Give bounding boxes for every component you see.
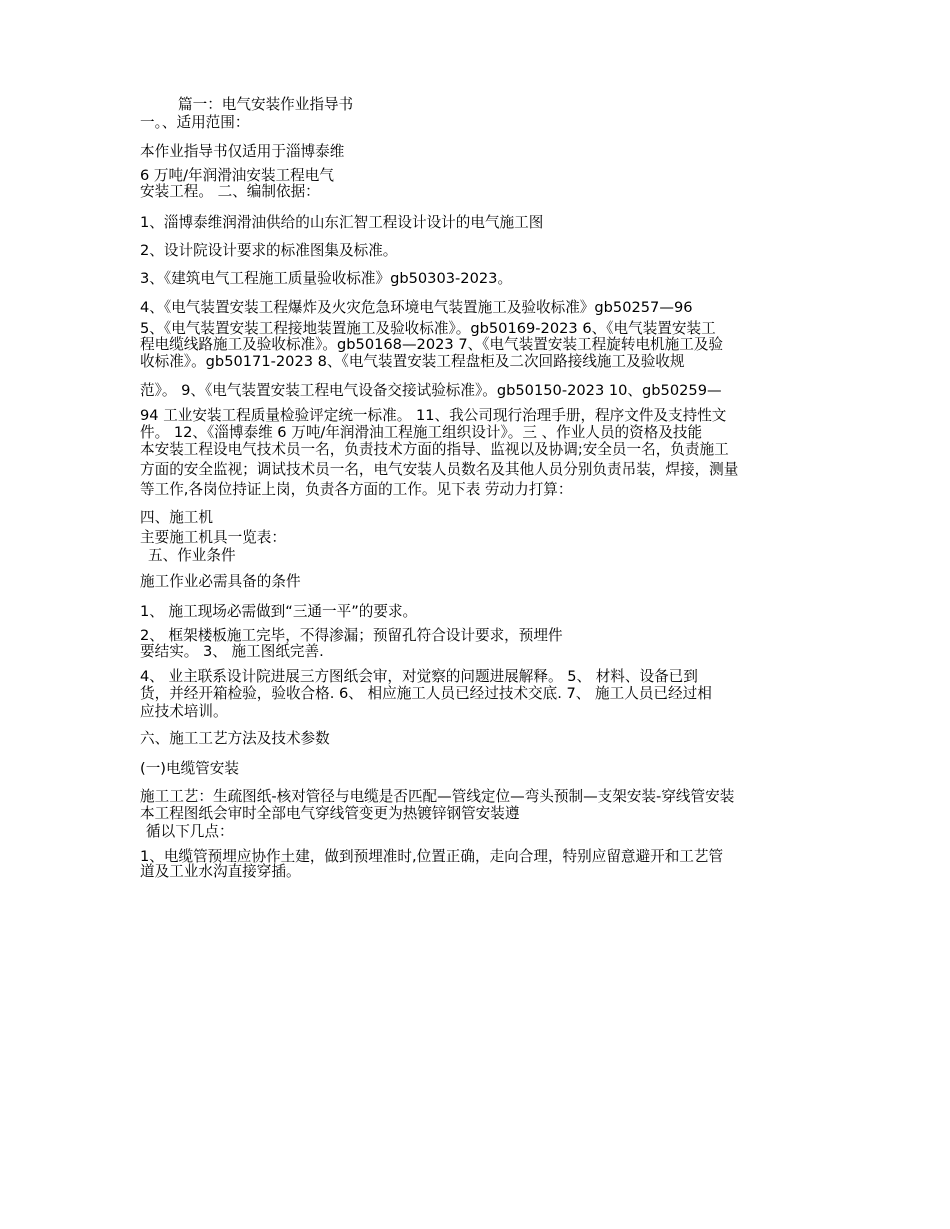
list-item-condition: 要结实。 3、 施工图纸完善. (140, 643, 324, 660)
document-title: 篇一：电气安装作业指导书 (178, 96, 354, 113)
list-item-basis: 收标准》。gb50171-2023 8、《电气装置安装工程盘柜及二次回路接线施工及验收规 (140, 353, 685, 370)
paragraph-line: 主要施工机具一览表： (140, 529, 286, 546)
paragraph-line: 本作业指导书仅适用于淄博泰维 (140, 143, 345, 160)
list-item-condition: 货，并经开箱检验，验收合格. 6、 相应施工人员已经过技术交底. 7、 施工人员已经过相 (140, 685, 712, 702)
paragraph-line: 6 万吨/年润滑油安装工程电气 (140, 167, 334, 184)
paragraph-line: 方面的安全监视；调试技术员一名，电气安装人员数名及其他人员分别负责吊装，焊接，测量 (140, 461, 739, 478)
list-item-condition: 1、 施工现场必需做到“三通一平”的要求。 (140, 603, 418, 620)
paragraph-line: 施工工艺：生疏图纸-核对管径与电缆是否匹配—管线定位—弯头预制—支架安装-穿线管安装 (140, 788, 735, 805)
paragraph-line: 施工作业必需具备的条件 (140, 573, 301, 590)
paragraph-line: 本安装工程设电气技术员一名，负责技术方面的指导、监视以及协调;安全员一名，负责施工 (140, 441, 729, 458)
paragraph-line: 循以下几点： (146, 823, 234, 840)
section-heading-machinery: 四、施工机 (140, 509, 213, 526)
list-item-basis: 5、《电气装置安装工程接地装置施工及验收标准》。gb50169-2023 6、《电气装置安装工 (140, 320, 716, 337)
list-item-basis: 1、淄博泰维润滑油供给的山东汇智工程设计设计的电气施工图 (140, 214, 544, 231)
list-item-condition: 2、 框架楼板施工完毕，不得渗漏；预留孔符合设计要求，预埋件 (140, 627, 563, 644)
list-item-basis: 94 工业安装工程质量检验评定统一标准。 11、我公司现行治理手册，程序文件及支持性文 (140, 407, 727, 424)
list-item-basis: 件。 12、《淄博泰维 6 万吨/年润滑油工程施工组织设计》。三 、作业人员的资格及技能 (140, 424, 703, 441)
list-item-basis: 范》。 9、《电气装置安装工程电气设备交接试验标准》。gb50150-2023 10、gb50259— (140, 382, 722, 399)
list-item-basis: 3、《建筑电气工程施工质量验收标准》gb50303-2023。 (140, 270, 513, 287)
section-heading-methods: 六、施工工艺方法及技术参数 (140, 730, 330, 747)
list-item-point: 道及工业水沟直接穿插。 (140, 863, 301, 880)
section-heading-scope: 一。、适用范围： (140, 114, 250, 131)
section-heading-conditions: 五、作业条件 (148, 547, 236, 564)
list-item-point: 1、电缆管预埋应协作土建，做到预埋准时,位置正确，走向合理，特别应留意避开和工艺管 (140, 848, 724, 865)
list-item-basis: 2、设计院设计要求的标准图集及标准。 (140, 242, 398, 259)
subsection-heading-conduit: (一)电缆管安装 (140, 760, 239, 777)
list-item-condition: 4、 业主联系设计院进展三方图纸会审，对觉察的问题进展解释。 5、 材料、设备已到 (140, 668, 698, 685)
list-item-basis: 4、《电气装置安装工程爆炸及火灾危急环境电气装置施工及验收标准》gb50257—96 (140, 299, 693, 316)
paragraph-line: 等工作,各岗位持证上岗，负责各方面的工作。见下表 劳动力打算： (140, 481, 573, 498)
list-item-condition: 应技术培训。 (140, 703, 228, 720)
list-item-basis: 程电缆线路施工及验收标准》。gb50168—2023 7、《电气装置安装工程旋转电机施工及验 (140, 336, 724, 353)
paragraph-line: 安装工程。 二、编制依据： (140, 183, 320, 200)
paragraph-line: 本工程图纸会审时全部电气穿线管变更为热镀锌钢管安装遵 (140, 805, 520, 822)
